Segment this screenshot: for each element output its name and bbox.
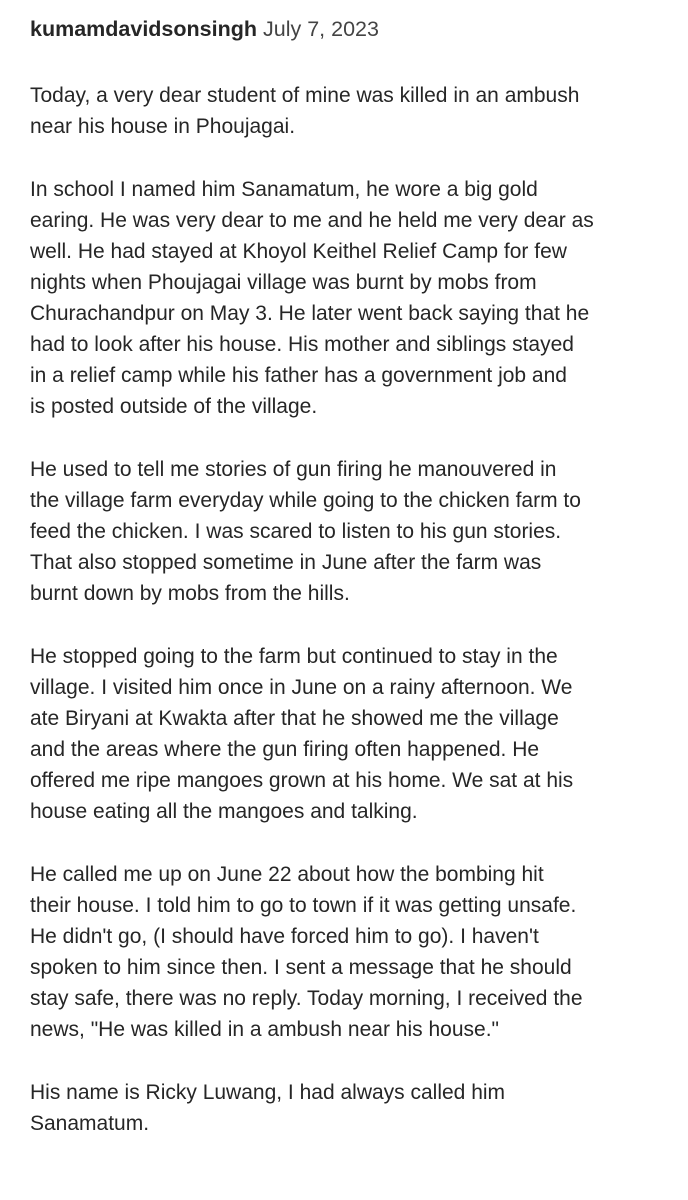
caption-line: ate Biryani at Kwakta after that he showed me the village	[30, 707, 559, 730]
caption-line: news, "He was killed in a ambush near his house."	[30, 1018, 499, 1041]
caption-paragraph	[30, 80, 658, 142]
caption-line: earing. He was very dear to me and he held me very dear as	[30, 209, 594, 232]
caption-line: He stopped going to the farm but continued to stay in the	[30, 645, 558, 668]
caption-line: He used to tell me stories of gun firing he manouvered in	[30, 458, 557, 481]
caption-line: village. I visited him once in June on a rainy afternoon. We	[30, 676, 573, 699]
caption-line: He didn't go, (I should have forced him to go). I haven't	[30, 925, 539, 948]
caption-line: That also stopped sometime in June after the farm was	[30, 551, 542, 574]
caption-line: spoken to him since then. I sent a message that he should	[30, 956, 572, 979]
caption-line: had to look after his house. His mother and siblings stayed	[30, 333, 574, 356]
caption-line: house eating all the mangoes and talking.	[30, 800, 418, 823]
caption-line: Sanamatum.	[30, 1112, 150, 1135]
caption-line: the village farm everyday while going to the chicken farm to	[30, 489, 581, 512]
caption-line: burnt down by mobs from the hills.	[30, 582, 350, 605]
caption-line: nights when Phoujagai village was burnt by mobs from	[30, 271, 537, 294]
caption-line: feed the chicken. I was scared to listen to his gun stories.	[30, 520, 562, 543]
username-link[interactable]: kumamdavidsonsingh	[30, 17, 257, 41]
caption-line: in a relief camp while his father has a government job and	[30, 364, 567, 387]
caption-line: Churachandpur on May 3. He later went back saying that he	[30, 302, 590, 325]
caption-line: His name is Ricky Luwang, I had always called him	[30, 1081, 506, 1104]
caption-line: well. He had stayed at Khoyol Keithel Relief Camp for few	[30, 240, 567, 263]
caption-line: Today, a very dear student of mine was killed in an ambush	[30, 84, 580, 107]
caption-line: their house. I told him to go to town if it was getting unsafe.	[30, 894, 577, 917]
caption-line: and the areas where the gun firing often happened. He	[30, 738, 540, 761]
caption-paragraph	[30, 641, 658, 827]
caption-line: In school I named him Sanamatum, he wore a big gold	[30, 178, 538, 201]
caption-paragraph	[30, 1077, 658, 1139]
caption-line: offered me ripe mangoes grown at his home. We sat at his	[30, 769, 574, 792]
caption-paragraph	[30, 174, 658, 422]
caption-line: He called me up on June 22 about how the bombing hit	[30, 863, 544, 886]
caption-line: near his house in Phoujagai.	[30, 115, 296, 138]
caption-paragraph	[30, 859, 658, 1045]
caption-line: is posted outside of the village.	[30, 395, 318, 418]
caption-line: stay safe, there was no reply. Today morning, I received the	[30, 987, 583, 1010]
post-caption	[30, 80, 658, 1139]
post-header	[30, 14, 658, 44]
post-date: July 7, 2023	[263, 17, 379, 41]
caption-paragraph	[30, 454, 658, 609]
